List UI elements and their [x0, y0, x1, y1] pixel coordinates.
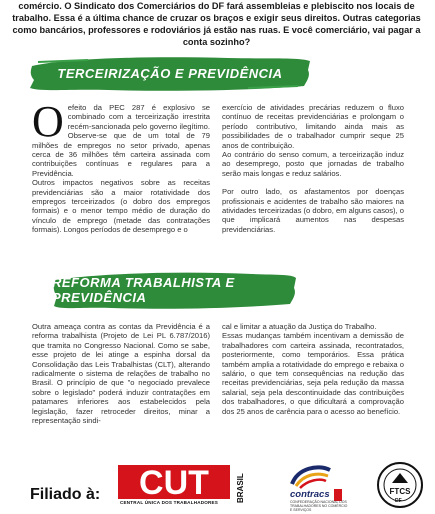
paragraph: cal e limitar a atuação da Justiça do Trabalho. — [222, 322, 377, 331]
paragraph: Por outro lado, os afastamentos por doenças profissionais e acidentes de trabalho são maiores na atividades terceirizadas (o dobro, em alguns casos), o que implicará aumentos nas despesas previdenciárias. — [222, 187, 404, 234]
column-1 — [32, 97, 210, 235]
brasil-label: BRASIL — [236, 473, 245, 503]
intro-paragraph: comércio. O Sindicato dos Comerciários do DF fará assembleias e plebiscito nos locais de trabalho. Essa é a última chance de cruzar os braços e exigir seus direitos. Outras categorias como bancários, professores e rodoviários já estão nas ruas. E você comerciário, vai pagar a conta sozinho? — [12, 1, 421, 47]
section-banner-terceirizacao — [28, 52, 312, 94]
paragraph: Ao contrário do senso comum, a terceirização induz ao desemprego, posto que jornadas de trabalho serão mais longas e reduz salários. — [222, 150, 404, 178]
drop-cap: O — [32, 97, 64, 146]
section-title: TERCEIRIZAÇÃO E PREVIDÊNCIA — [57, 65, 283, 81]
filiado-label: Filiado à: — [30, 486, 101, 503]
cut-logo-text: CUT — [139, 464, 209, 501]
paragraph: Outros impactos negativos sobre as receitas previdenciárias são a maior rotatividade dos empregos terceirizados (o dobro dos empregos formais) e o menor tempo médio de duração do vínculo de emprego (metade das contratações formais). Longos períodos de desemprego e o — [32, 178, 210, 235]
contracs-subtitle: CONFEDERAÇÃO NACIONAL DOS TRABALHADORES NO COMÉRCIO E SERVIÇOS — [290, 500, 348, 512]
paragraph: exercício de atividades precárias reduzem o fluxo contínuo de receitas previdenciárias e prolongam o período contributivo, limitando ainda mais as possibilidades de o trabalhador cumprir seque 25 anos de contribuição. — [222, 103, 404, 150]
column-2 — [222, 103, 404, 234]
ftcs-subtitle: DF — [395, 498, 402, 504]
cut-subtitle: CENTRAL ÚNICA DOS TRABALHADORES — [120, 500, 219, 505]
column-4 — [222, 322, 404, 416]
ftcs-logo-text: FTCS — [389, 487, 411, 496]
section-banner-reforma — [52, 268, 298, 312]
contracs-logo-text: contracs — [290, 489, 330, 500]
section-title: REFORMA TRABALHISTA E PREVIDÊNCIA — [52, 275, 235, 305]
paragraph: Essas mudanças também incentivam a demissão de trabalhadores com carteira assinada, recontratados, posteriormente, como temporários. Essa prática também amplia a rotatividade do emprego e rebaixa o salário, o que tem consequências na redução das receitas previdenciárias, seja pela redução da massa salarial, seja pela descontinuidade das contribuições dos trabalhadores, o que dificultará a comprovação dos 25 anos de carência para o acesso ao benefício. — [222, 331, 404, 416]
paragraph: efeito da PEC 287 é explosivo se combinado com a terceirização irrestrita recém-sancionada pelo governo ilegítimo. Observe-se que de um total de 79 milhões de empregos no setor privado, apenas cerca de 36 milhões têm carteira assinada com contribuições contínuas e regulares para a Previdência. — [32, 103, 210, 178]
column-3 — [32, 322, 210, 425]
ftcs-seal — [376, 461, 424, 514]
paragraph: Outra ameaça contra as contas da Previdência é a reforma trabalhista (Projeto de Lei PL 6.787/2016) que tramita no Congresso Nacional. Como se sabe, esse projeto de lei atinge a espinha dorsal da Consolidação das Leis Trabalhistas (CLT), alterando radicalmente o sistema de relações de trabalho no Brasil. O princípio de que "o negociado prevalece sobre o legislado" poderá induzir contratações em patamares inferiores aos estabelecidos pela legislação, fazer retroceder direitos, minar a representação sindi- — [32, 322, 210, 426]
